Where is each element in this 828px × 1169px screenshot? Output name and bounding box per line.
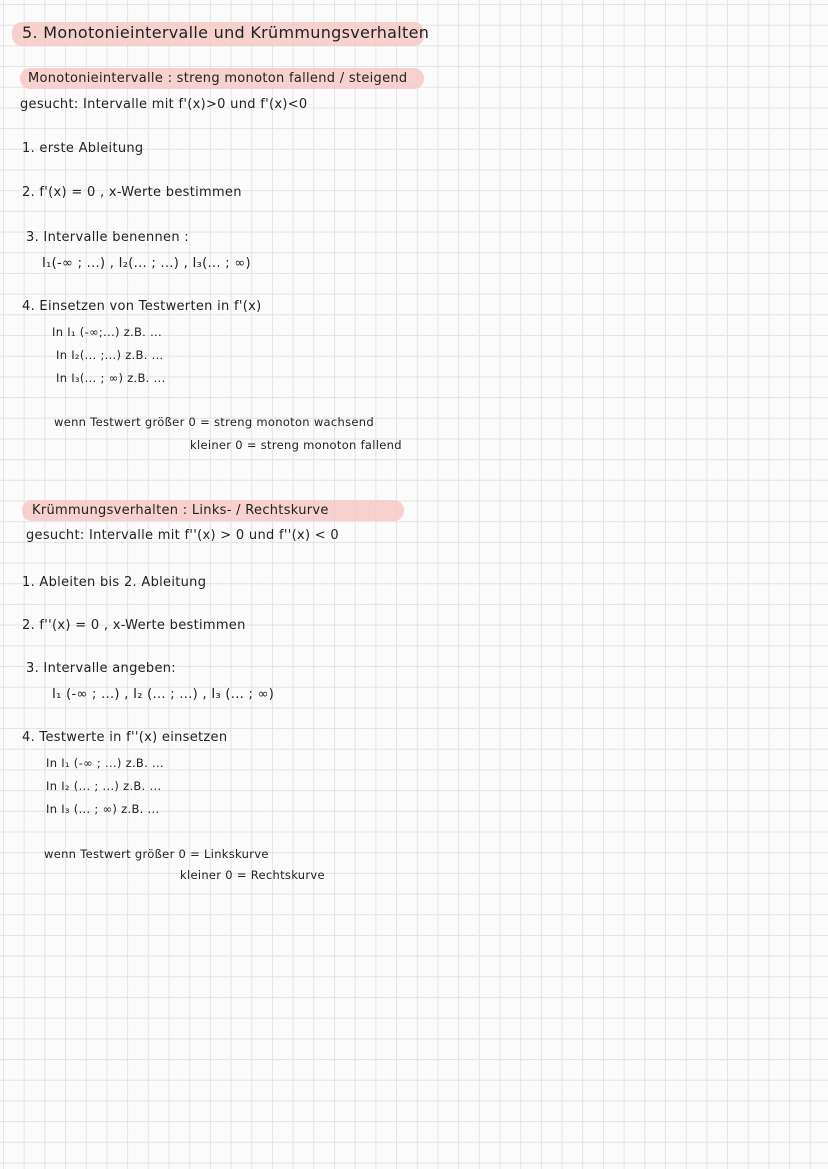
monotonie-step-2: 2. f'(x) = 0 , x-Werte bestimmen <box>22 185 242 200</box>
monotonie-test-1: In I₁ (-∞;...) z.B. ... <box>52 325 162 339</box>
kruemmung-test-2: In I₂ (... ; ...) z.B. ... <box>46 779 162 793</box>
kruemmung-gesucht: gesucht: Intervalle mit f''(x) > 0 und f''(x) < 0 <box>26 528 339 543</box>
kruemmung-intervals: I₁ (-∞ ; ...) , I₂ (... ; ...) , I₃ (... ; ∞) <box>52 687 275 702</box>
kruemmung-rule-2: kleiner 0 = Rechtskurve <box>180 868 325 882</box>
monotonie-test-2: In I₂(... ;...) z.B. ... <box>56 348 164 362</box>
kruemmung-step-1: 1. Ableiten bis 2. Ableitung <box>22 575 207 590</box>
monotonie-intervals: I₁(-∞ ; ...) , I₂(... ; ...) , I₃(... ; ∞) <box>42 256 251 271</box>
kruemmung-heading: Krümmungsverhalten : Links- / Rechtskurve <box>32 503 329 518</box>
kruemmung-test-3: In I₃ (... ; ∞) z.B. ... <box>46 802 160 816</box>
monotonie-rule-2: kleiner 0 = streng monoton fallend <box>190 438 402 452</box>
monotonie-rule-1: wenn Testwert größer 0 = streng monoton wachsend <box>54 415 374 429</box>
kruemmung-step-3: 3. Intervalle angeben: <box>26 661 176 676</box>
monotonie-gesucht: gesucht: Intervalle mit f'(x)>0 und f'(x)<0 <box>20 97 308 112</box>
monotonie-heading: Monotonieintervalle : streng monoton fallend / steigend <box>28 71 408 86</box>
monotonie-step-4: 4. Einsetzen von Testwerten in f'(x) <box>22 299 262 314</box>
monotonie-step-1: 1. erste Ableitung <box>22 141 144 156</box>
kruemmung-test-1: In I₁ (-∞ ; ...) z.B. ... <box>46 756 164 770</box>
monotonie-test-3: In I₃(... ; ∞) z.B. ... <box>56 371 166 385</box>
monotonie-step-3: 3. Intervalle benennen : <box>26 230 189 245</box>
section-title: 5. Monotonieintervalle und Krümmungsverhalten <box>22 23 430 42</box>
kruemmung-step-4: 4. Testwerte in f''(x) einsetzen <box>22 730 228 745</box>
kruemmung-rule-1: wenn Testwert größer 0 = Linkskurve <box>44 847 269 861</box>
kruemmung-step-2: 2. f''(x) = 0 , x-Werte bestimmen <box>22 618 246 633</box>
